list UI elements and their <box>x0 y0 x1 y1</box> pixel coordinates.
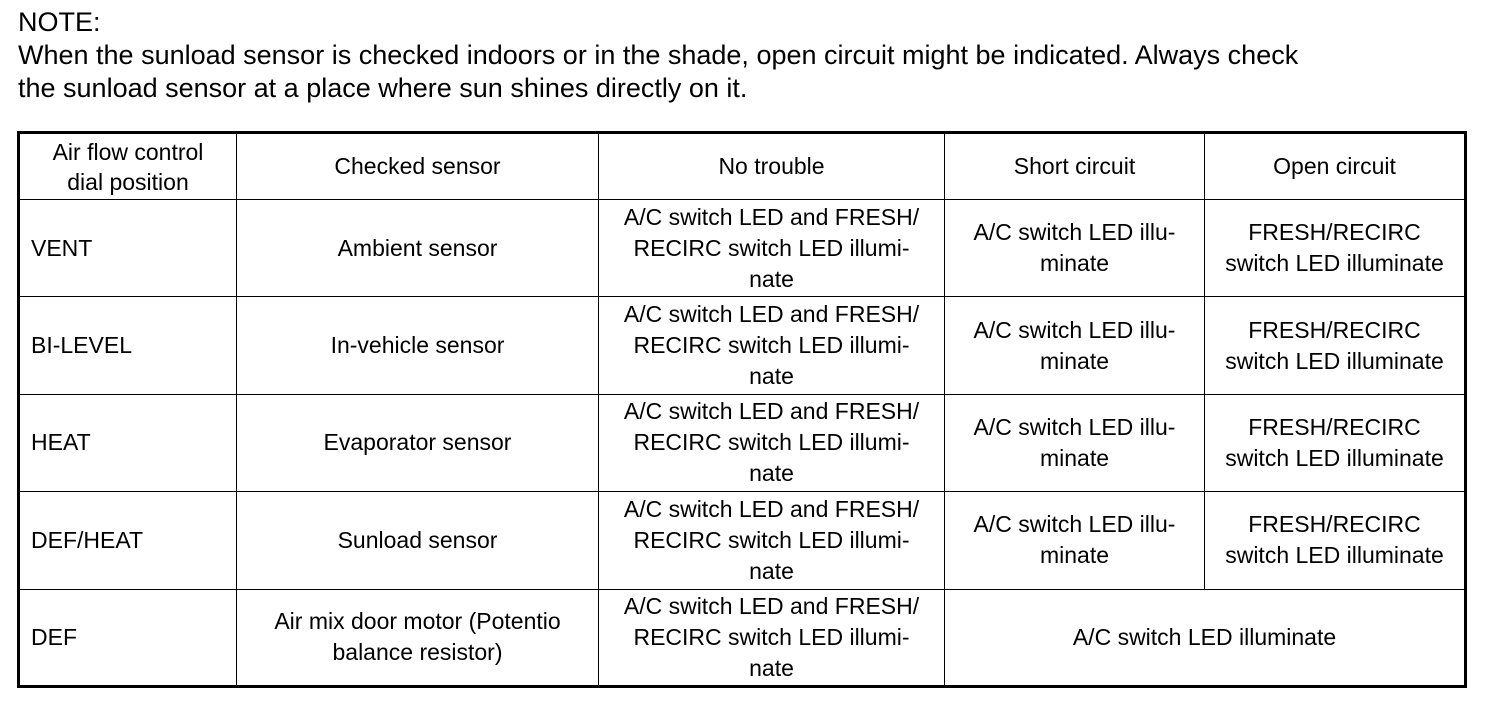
header-no-trouble: No trouble <box>599 133 945 200</box>
cell-short-circuit <box>945 492 1205 589</box>
table-row <box>19 297 1466 394</box>
header-dial-position <box>19 133 237 200</box>
header-dial-position-line-2: dial position <box>67 168 189 195</box>
cell-no-trouble <box>599 200 945 297</box>
cell-no-trouble-line-2: RECIRC switch LED illumi- <box>633 526 910 553</box>
note-text-line-1: When the sunload sensor is checked indoors or in the shade, open circuit might be indicated. Always check <box>18 40 1299 70</box>
cell-dial-position: VENT <box>19 200 237 297</box>
cell-open-circuit-line-2: switch LED illuminate <box>1225 444 1444 471</box>
cell-no-trouble <box>599 297 945 394</box>
cell-open-circuit <box>1205 200 1466 297</box>
cell-no-trouble-line-2: RECIRC switch LED illumi- <box>633 332 910 359</box>
note-block <box>18 6 1488 105</box>
cell-no-trouble-line-2: RECIRC switch LED illumi- <box>633 623 910 650</box>
cell-open-circuit <box>1205 297 1466 394</box>
cell-no-trouble <box>599 394 945 491</box>
cell-no-trouble <box>599 492 945 589</box>
cell-no-trouble-line-2: RECIRC switch LED illumi- <box>633 429 910 456</box>
cell-dial-position: HEAT <box>19 394 237 491</box>
cell-no-trouble <box>599 589 945 686</box>
cell-checked-sensor: Evaporator sensor <box>237 394 599 491</box>
cell-short-and-open-circuit: A/C switch LED illuminate <box>945 589 1466 686</box>
note-title: NOTE: <box>18 7 101 37</box>
cell-short-circuit-line-1: A/C switch LED illu- <box>973 316 1176 343</box>
cell-open-circuit <box>1205 492 1466 589</box>
cell-short-circuit <box>945 297 1205 394</box>
cell-short-circuit-line-2: minate <box>1039 250 1110 277</box>
cell-no-trouble-line-3: nate <box>749 460 794 487</box>
cell-short-circuit-line-2: minate <box>1039 542 1110 569</box>
cell-checked-sensor: Sunload sensor <box>237 492 599 589</box>
cell-checked-sensor <box>237 589 599 686</box>
cell-open-circuit-line-1: FRESH/RECIRC <box>1248 511 1421 538</box>
cell-short-circuit <box>945 394 1205 491</box>
cell-short-circuit-line-2: minate <box>1039 444 1110 471</box>
header-dial-position-line-1: Air flow control <box>52 138 204 165</box>
note-text-line-2: the sunload sensor at a place where sun shines directly on it. <box>18 73 748 103</box>
cell-checked-sensor-line-1: Air mix door motor (Potentio <box>274 608 561 635</box>
cell-no-trouble-line-1: A/C switch LED and FRESH/ <box>623 203 920 230</box>
table-row <box>19 394 1466 491</box>
cell-short-circuit-line-1: A/C switch LED illu- <box>973 511 1176 538</box>
cell-short-circuit-line-1: A/C switch LED illu- <box>973 413 1176 440</box>
cell-short-circuit-line-2: minate <box>1039 347 1110 374</box>
table-row <box>19 589 1466 686</box>
cell-open-circuit-line-1: FRESH/RECIRC <box>1248 413 1421 440</box>
cell-dial-position: DEF/HEAT <box>19 492 237 589</box>
cell-no-trouble-line-3: nate <box>749 363 794 390</box>
cell-checked-sensor: In-vehicle sensor <box>237 297 599 394</box>
cell-open-circuit-line-2: switch LED illuminate <box>1225 347 1444 374</box>
cell-open-circuit-line-1: FRESH/RECIRC <box>1248 316 1421 343</box>
cell-short-circuit-line-1: A/C switch LED illu- <box>973 219 1176 246</box>
cell-no-trouble-line-3: nate <box>749 265 794 292</box>
cell-no-trouble-line-1: A/C switch LED and FRESH/ <box>623 301 920 328</box>
cell-open-circuit-line-1: FRESH/RECIRC <box>1248 219 1421 246</box>
cell-no-trouble-line-1: A/C switch LED and FRESH/ <box>623 592 920 619</box>
cell-open-circuit-line-2: switch LED illuminate <box>1225 250 1444 277</box>
cell-open-circuit-line-2: switch LED illuminate <box>1225 542 1444 569</box>
table-header-row <box>19 133 1466 200</box>
table-row <box>19 492 1466 589</box>
cell-open-circuit <box>1205 394 1466 491</box>
cell-short-circuit <box>945 200 1205 297</box>
header-open-circuit: Open circuit <box>1205 133 1466 200</box>
cell-dial-position: DEF <box>19 589 237 686</box>
cell-dial-position: BI-LEVEL <box>19 297 237 394</box>
cell-checked-sensor-line-2: balance resistor) <box>332 639 503 666</box>
cell-no-trouble-line-3: nate <box>749 654 794 681</box>
cell-no-trouble-line-1: A/C switch LED and FRESH/ <box>623 398 920 425</box>
sensor-check-table <box>17 131 1467 688</box>
cell-no-trouble-line-2: RECIRC switch LED illumi- <box>633 234 910 261</box>
cell-no-trouble-line-1: A/C switch LED and FRESH/ <box>623 495 920 522</box>
cell-no-trouble-line-3: nate <box>749 557 794 584</box>
header-checked-sensor: Checked sensor <box>237 133 599 200</box>
header-short-circuit: Short circuit <box>945 133 1205 200</box>
table-row <box>19 200 1466 297</box>
cell-checked-sensor: Ambient sensor <box>237 200 599 297</box>
